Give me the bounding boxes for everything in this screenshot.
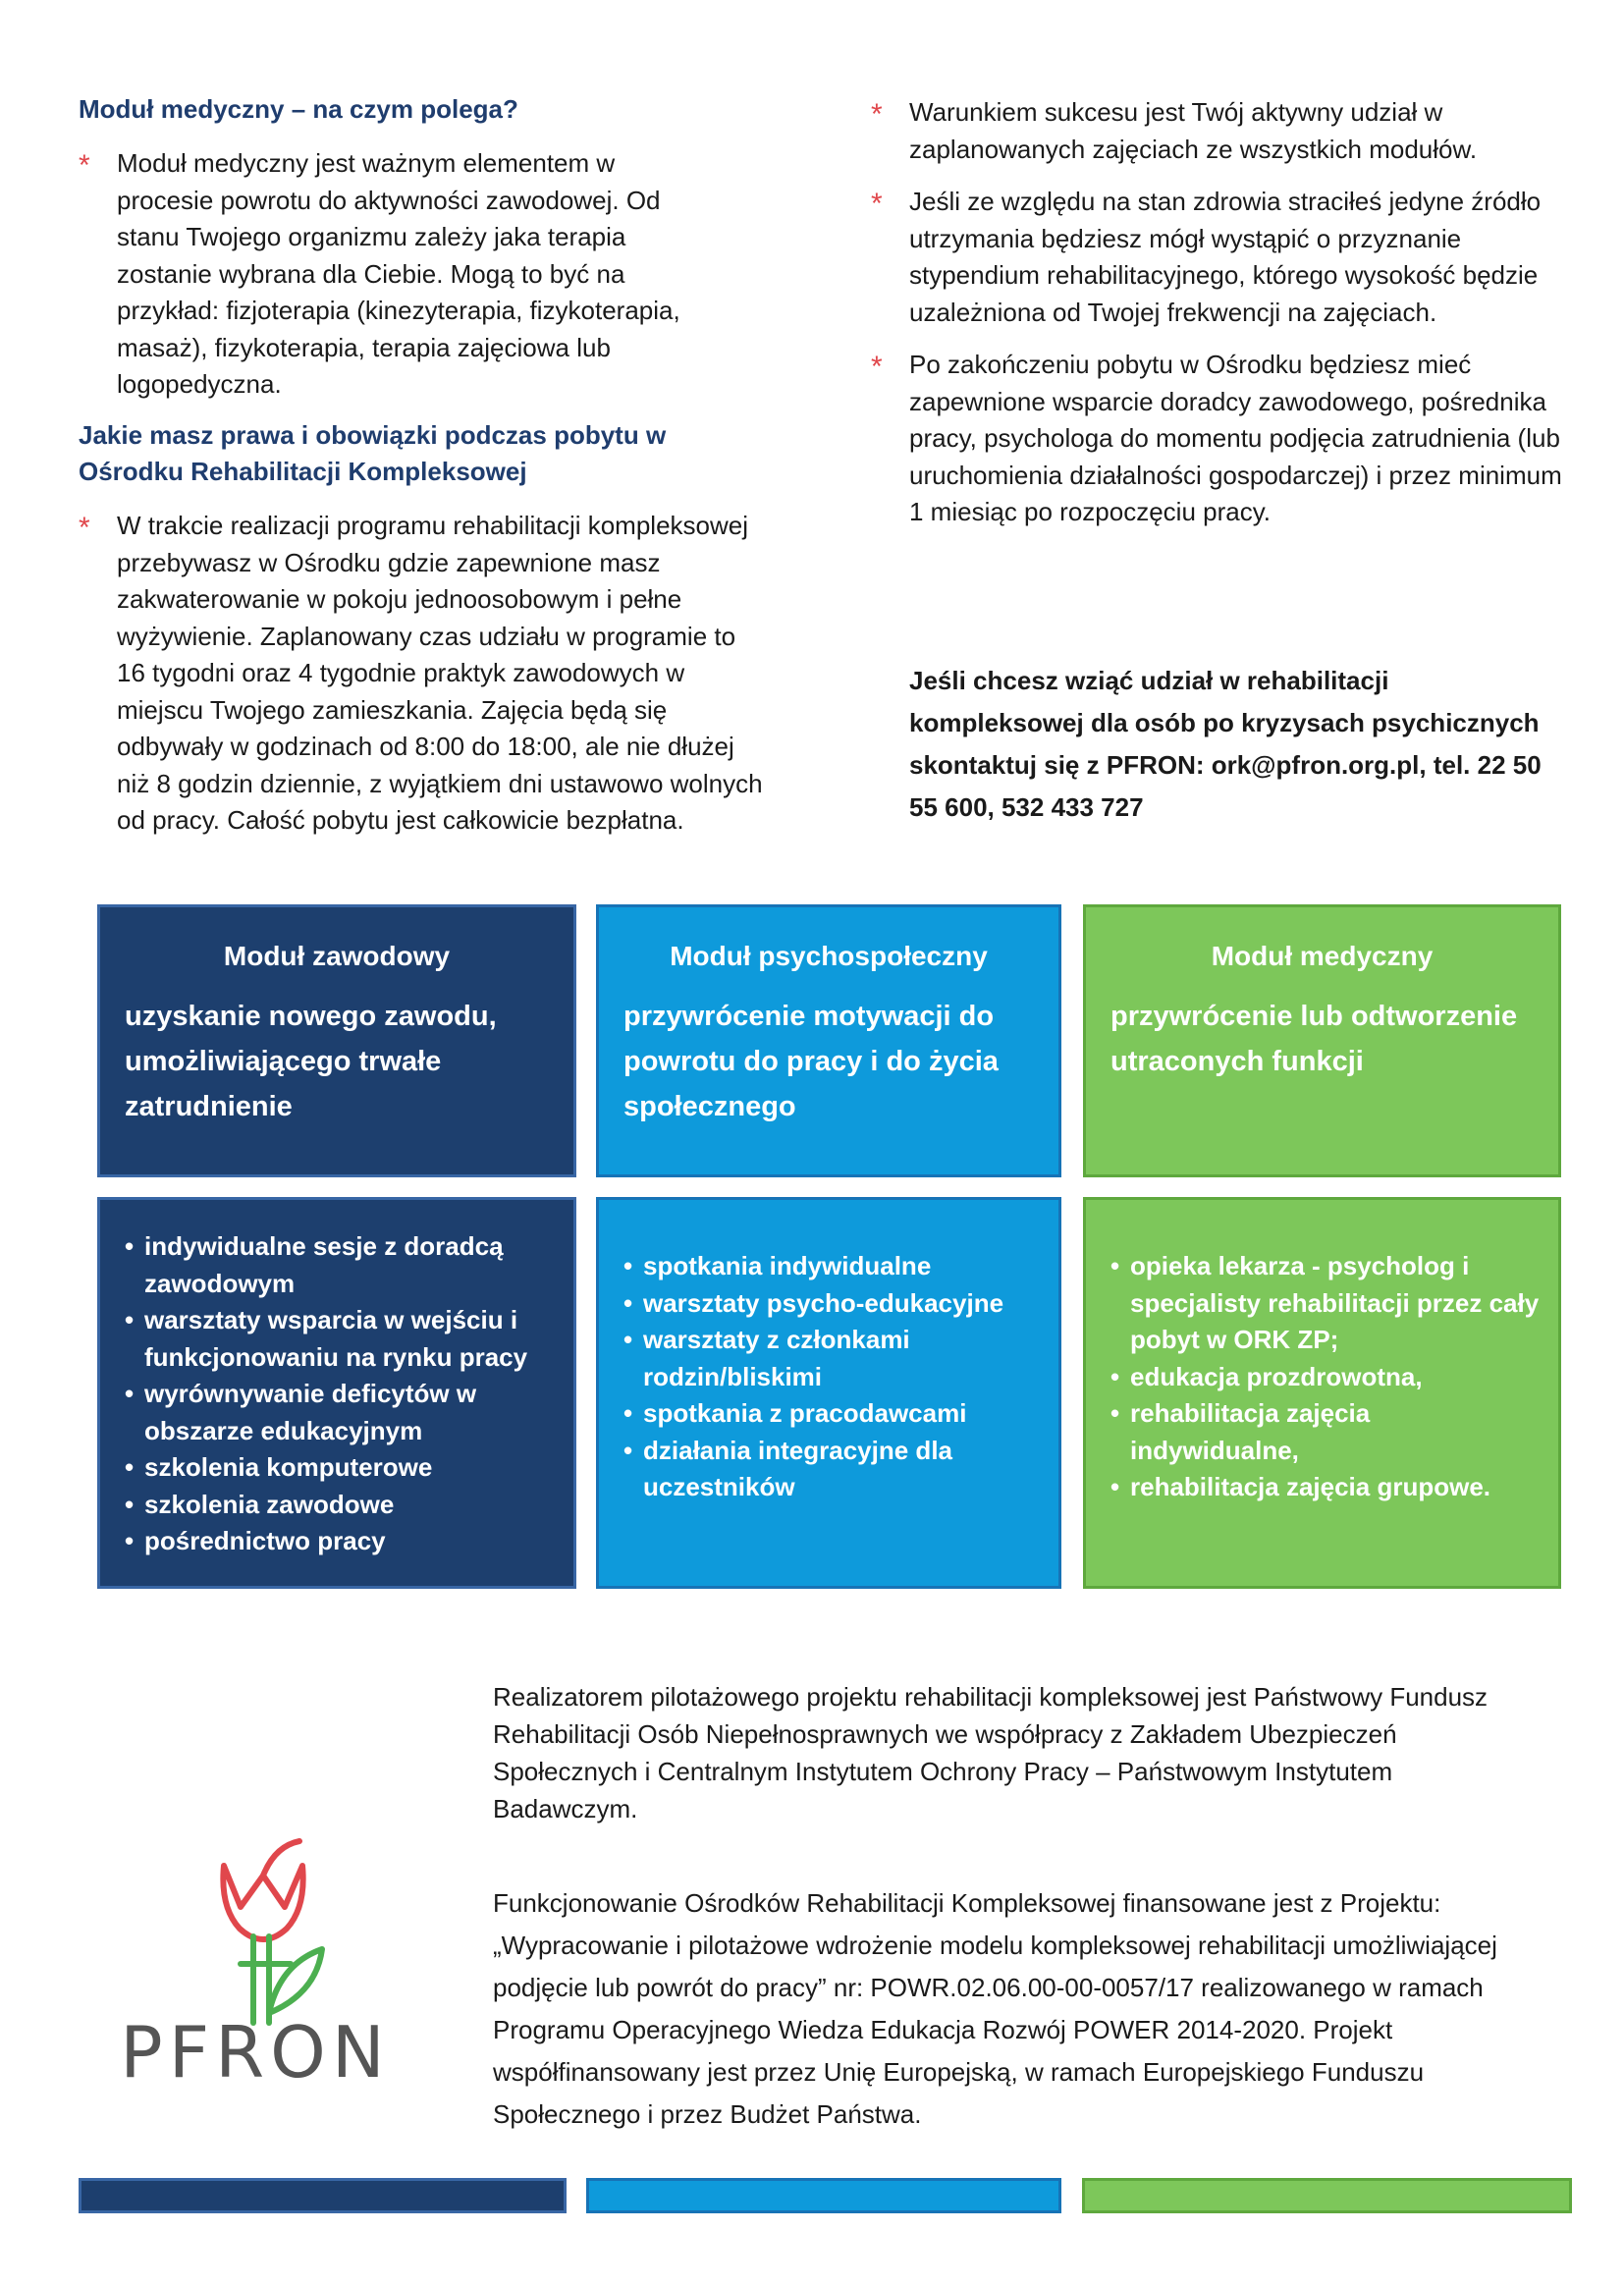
footer-bar-blue: [586, 2178, 1061, 2213]
asterisk-icon: *: [871, 188, 883, 220]
module-psychosocial-details: [596, 1197, 1061, 1589]
right-bullets: [871, 94, 1573, 547]
list-item: * Jeśli ze względu na stan zdrowia straciłeś jedyne źródło utrzymania będziesz mógł wystąpić o przyznanie stypendium rehabilitacyjnego, którego wysokość będzie uzależniona od Twojej frekwencji na zajęciach.: [871, 187, 1542, 327]
list-item: • opieka lekarza - psycholog i specjalisty rehabilitacji przez cały pobyt w ORK ZP;: [1110, 1248, 1544, 1359]
asterisk-icon: *: [871, 98, 883, 131]
list-item: • warsztaty z członkami rodzin/bliskimi: [623, 1322, 1045, 1395]
list-item: • szkolenia zawodowe: [125, 1487, 560, 1524]
list-item: * Moduł medyczny jest ważnym elementem w procesie powrotu do aktywności zawodowej. Od stanu Twojego organizmu zależy jaka terapia zostanie wybrana dla Ciebie. Mogą to być na przykład: fizjoterapia (kinezyterapia, fizykoterapia, masaż), fizykoterapia, terapia zajęciowa lub logopedyczna.: [79, 148, 680, 399]
module-vocational-header: [97, 904, 576, 1177]
module-description: uzyskanie nowego zawodu, umożliwiającego trwałe zatrudnienie: [125, 1001, 497, 1122]
module-items: [1110, 1248, 1544, 1506]
footer-bar-green: [1082, 2178, 1572, 2213]
list-item: • rehabilitacja zajęcia indywidualne,: [1110, 1395, 1544, 1469]
footer-bar-dark: [79, 2178, 567, 2213]
module-description: przywrócenie motywacji do powrotu do pracy i do życia społecznego: [623, 1001, 999, 1122]
module-medical-details: [1083, 1197, 1561, 1589]
left-bullets-2: [79, 508, 766, 855]
tulip-icon: [98, 1826, 412, 2033]
list-item: • warsztaty psycho-edukacyjne: [623, 1285, 1045, 1323]
module-psychosocial-header: [596, 904, 1061, 1177]
asterisk-icon: *: [871, 351, 883, 383]
list-item: • wyrównywanie deficytów w obszarze edukacyjnym: [125, 1376, 560, 1449]
module-items: [623, 1248, 1045, 1506]
module-title: Moduł medyczny: [1211, 941, 1434, 971]
module-items: [125, 1228, 560, 1560]
list-item: • działania integracyjne dla uczestników: [623, 1433, 1045, 1506]
list-item: • warsztaty wsparcia w wejściu i funkcjonowaniu na rynku pracy: [125, 1302, 560, 1376]
contact-info: Jeśli chcesz wziąć udział w rehabilitacji kompleksowej dla osób po kryzysach psychicznych skontaktuj się z PFRON: ork@pfron.org.pl, tel. 22 50 55 600, 532 433 727: [909, 666, 1542, 822]
pfron-logo: [98, 1826, 412, 2092]
module-title: Moduł psychospołeczny: [670, 941, 988, 971]
list-item: • indywidualne sesje z doradcą zawodowym: [125, 1228, 560, 1302]
asterisk-icon: *: [79, 149, 90, 182]
list-item: • spotkania z pracodawcami: [623, 1395, 1045, 1433]
logo-text: PFRON: [120, 2011, 391, 2094]
list-item: • spotkania indywidualne: [623, 1248, 1045, 1285]
asterisk-icon: *: [79, 512, 90, 544]
list-item: * W trakcie realizacji programu rehabilitacji kompleksowej przebywasz w Ośrodku gdzie zapewnione masz zakwaterowanie w pokoju jednoosobowym i pełne wyżywienie. Zaplanowany czas udziału w programie to 16 tygodni oraz 4 tygodnie praktyk zawodowych w miejscu Twojego zamieszkania. Zajęcia będą się odbywały w godzinach od 8:00 do 18:00, ale nie dłużej niż 8 godzin dziennie, z wyjątkiem dni ustawowo wolnych od pracy. Całość pobytu jest całkowicie bezpłatna.: [79, 511, 763, 835]
list-item: * Po zakończeniu pobytu w Ośrodku będziesz mieć zapewnione wsparcie doradcy zawodowego, pośrednika pracy, psychologa do momentu podjęcia zatrudnienia (lub uruchomienia działalności gospodarczej) i przez minimum 1 miesiąc po rozpoczęciu pracy.: [871, 350, 1562, 526]
list-item: • pośrednictwo pracy: [125, 1523, 560, 1560]
list-item: • rehabilitacja zajęcia grupowe.: [1110, 1469, 1544, 1506]
module-medical-header: [1083, 904, 1561, 1177]
list-item: • szkolenia komputerowe: [125, 1449, 560, 1487]
list-item: * Warunkiem sukcesu jest Twój aktywny udział w zaplanowanych zajęciach ze wszystkich modułów.: [871, 97, 1478, 164]
left-bullets-1: [79, 145, 687, 419]
heading-medical-module: Moduł medyczny – na czym polega?: [79, 94, 518, 124]
list-item: • edukacja prozdrowotna,: [1110, 1359, 1544, 1396]
footer-paragraph-1: Realizatorem pilotażowego projektu rehabilitacji kompleksowej jest Państwowy Fundusz Rehabilitacji Osób Niepełnosprawnych we współpracy z Zakładem Ubezpieczeń Społecznych i Centralnym Instytutem Ochrony Pracy – Państwowym Instytutem Badawczym.: [493, 1682, 1489, 1823]
module-title: Moduł zawodowy: [223, 941, 451, 971]
footer-paragraph-2: Funkcjonowanie Ośrodków Rehabilitacji Kompleksowej finansowane jest z Projektu: „Wypracowanie i pilotażowe wdrożenie modelu kompleksowej rehabilitacji umożliwiającej podjęcie lub powrót do pracy” nr: POWR.02.06.00-00-0057/17 realizowanego w ramach Programu Operacyjnego Wiedza Edukacja Rozwój POWER 2014-2020. Projekt współfinansowany jest przez Unię Europejską, w ramach Europejskiego Funduszu Społecznego i przez Budżet Państwa.: [493, 1888, 1497, 2129]
heading-rights-duties: Jakie masz prawa i obowiązki podczas pobytu w Ośrodku Rehabilitacji Kompleksowej: [79, 420, 667, 486]
module-description: przywrócenie lub odtworzenie utraconych funkcji: [1110, 1001, 1518, 1077]
module-vocational-details: [97, 1197, 576, 1589]
